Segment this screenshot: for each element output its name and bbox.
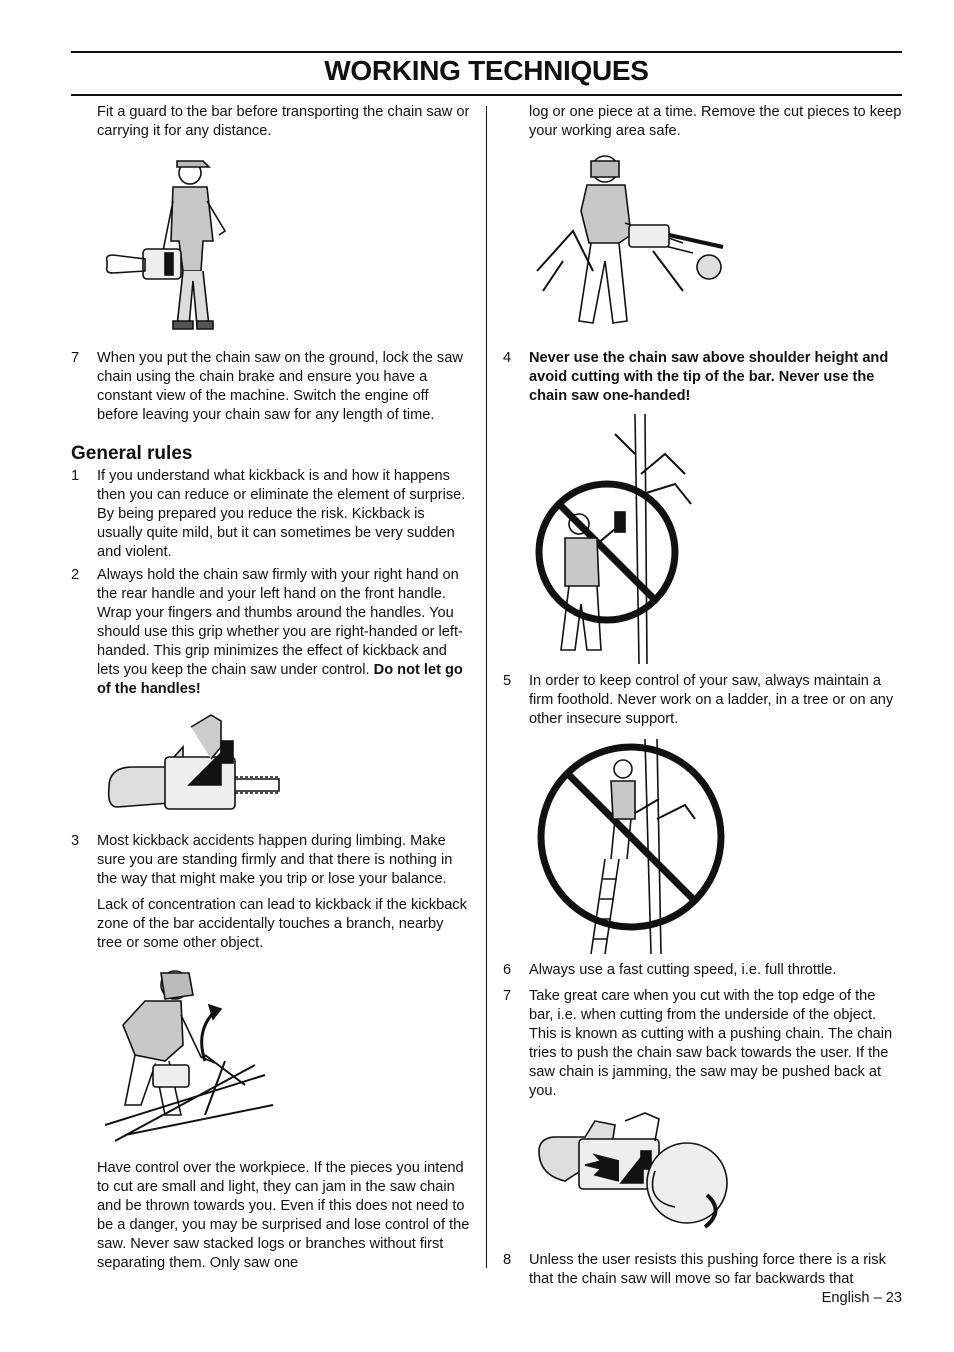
rule-number: 5	[503, 673, 512, 689]
rule-number: 1	[71, 468, 80, 484]
rule-text-bold: Do not let go of the handles!	[97, 662, 463, 697]
left-column	[71, 103, 471, 1273]
rule-number: 3	[71, 833, 80, 849]
page-footer: English – 23	[821, 1290, 902, 1306]
rule-text-bold: Never use the chain saw above shoulder height and avoid cutting with the tip of the bar. Never use the chain saw one-handed!	[529, 350, 889, 404]
figure-above-shoulder-prohibited	[503, 414, 903, 672]
right-column	[503, 103, 903, 1289]
rule-number: 4	[503, 350, 512, 366]
page-title: WORKING TECHNIQUES	[324, 55, 649, 86]
rule-text: If you understand what kickback is and how it happens then you can reduce or eliminate the element of surprise. By being prepared you reduce the risk. Kickback is usually quite mild, but it can sometimes be very sudden and violent.	[97, 468, 466, 560]
rule-number: 8	[503, 1252, 512, 1268]
rule-text-plain: Always hold the chain saw firmly with your right hand on the rear handle and your left hand on the front handle. Wrap your fingers and thumbs around the handles. You should use this grip whether you are right-handed or left-handed. This grip minimizes the effect of kickback and lets you keep the chain saw under control.	[97, 567, 463, 678]
rule-2	[71, 566, 471, 699]
rule-number: 2	[71, 567, 80, 583]
rule-7	[503, 987, 903, 1101]
item-number: 7	[71, 350, 80, 366]
workpiece-text: Have control over the workpiece. If the pieces you intend to cut are small and light, they can jam in the saw chain and be thrown towards you. Even if this does not need to be a danger, you may be surprised and lose control of the saw. Never saw stacked logs or branches without first separating them. Only saw one	[97, 1160, 470, 1271]
rule-text-para2: Lack of concentration can lead to kickback if the kickback zone of the bar accidentally touches a branch, nearby tree or some other object.	[97, 897, 467, 951]
rule-text: Take great care when you cut with the top edge of the bar, i.e. when cutting from the underside of the object. This is known as cutting with a pushing chain. The chain tries to push the chain saw back towards the user. If the saw chain is jamming, the saw may be pushed back at you.	[529, 988, 893, 1099]
rule-3	[71, 832, 471, 953]
column-divider	[486, 106, 487, 1268]
rule-number: 6	[503, 962, 512, 978]
rule-5	[503, 672, 903, 729]
rule-text: In order to keep control of your saw, always maintain a firm foothold. Never work on a ladder, in a tree or on any other insecure support.	[529, 673, 894, 727]
figure-two-hand-grip	[71, 707, 471, 832]
rule-text: Most kickback accidents happen during limbing. Make sure you are standing firmly and that there is nothing in the way that might make you trip or lose your balance.	[97, 833, 453, 887]
rule-8	[503, 1251, 903, 1289]
intro-text: Fit a guard to the bar before transporting the chain saw or carrying it for any distance.	[97, 104, 470, 139]
rule-text: Always use a fast cutting speed, i.e. full throttle.	[529, 962, 837, 978]
rule-text: Unless the user resists this pushing force there is a risk that the chain saw will move so far backwards that	[529, 1252, 886, 1287]
item-text: When you put the chain saw on the ground, lock the saw chain using the chain brake and ensure you have a constant view of the machine. Switch the engine off before leaving your chain saw for any length of time.	[97, 350, 463, 423]
figure-ladder-prohibited	[503, 739, 903, 961]
rule-4	[503, 349, 903, 406]
figure-carrying-saw	[71, 151, 471, 343]
continued-text: log or one piece at a time. Remove the cut pieces to keep your working area safe.	[529, 104, 902, 139]
top-rule	[71, 51, 902, 53]
figure-sawhorse	[503, 151, 903, 349]
item-7	[71, 349, 471, 425]
title-rule	[71, 94, 902, 96]
figure-limbing	[71, 965, 471, 1153]
figure-pushing-chain	[503, 1111, 903, 1251]
rule-6	[503, 961, 903, 980]
section-title: General rules	[71, 443, 193, 464]
rule-1	[71, 467, 471, 562]
rule-number: 7	[503, 988, 512, 1004]
rule-text	[97, 566, 471, 699]
